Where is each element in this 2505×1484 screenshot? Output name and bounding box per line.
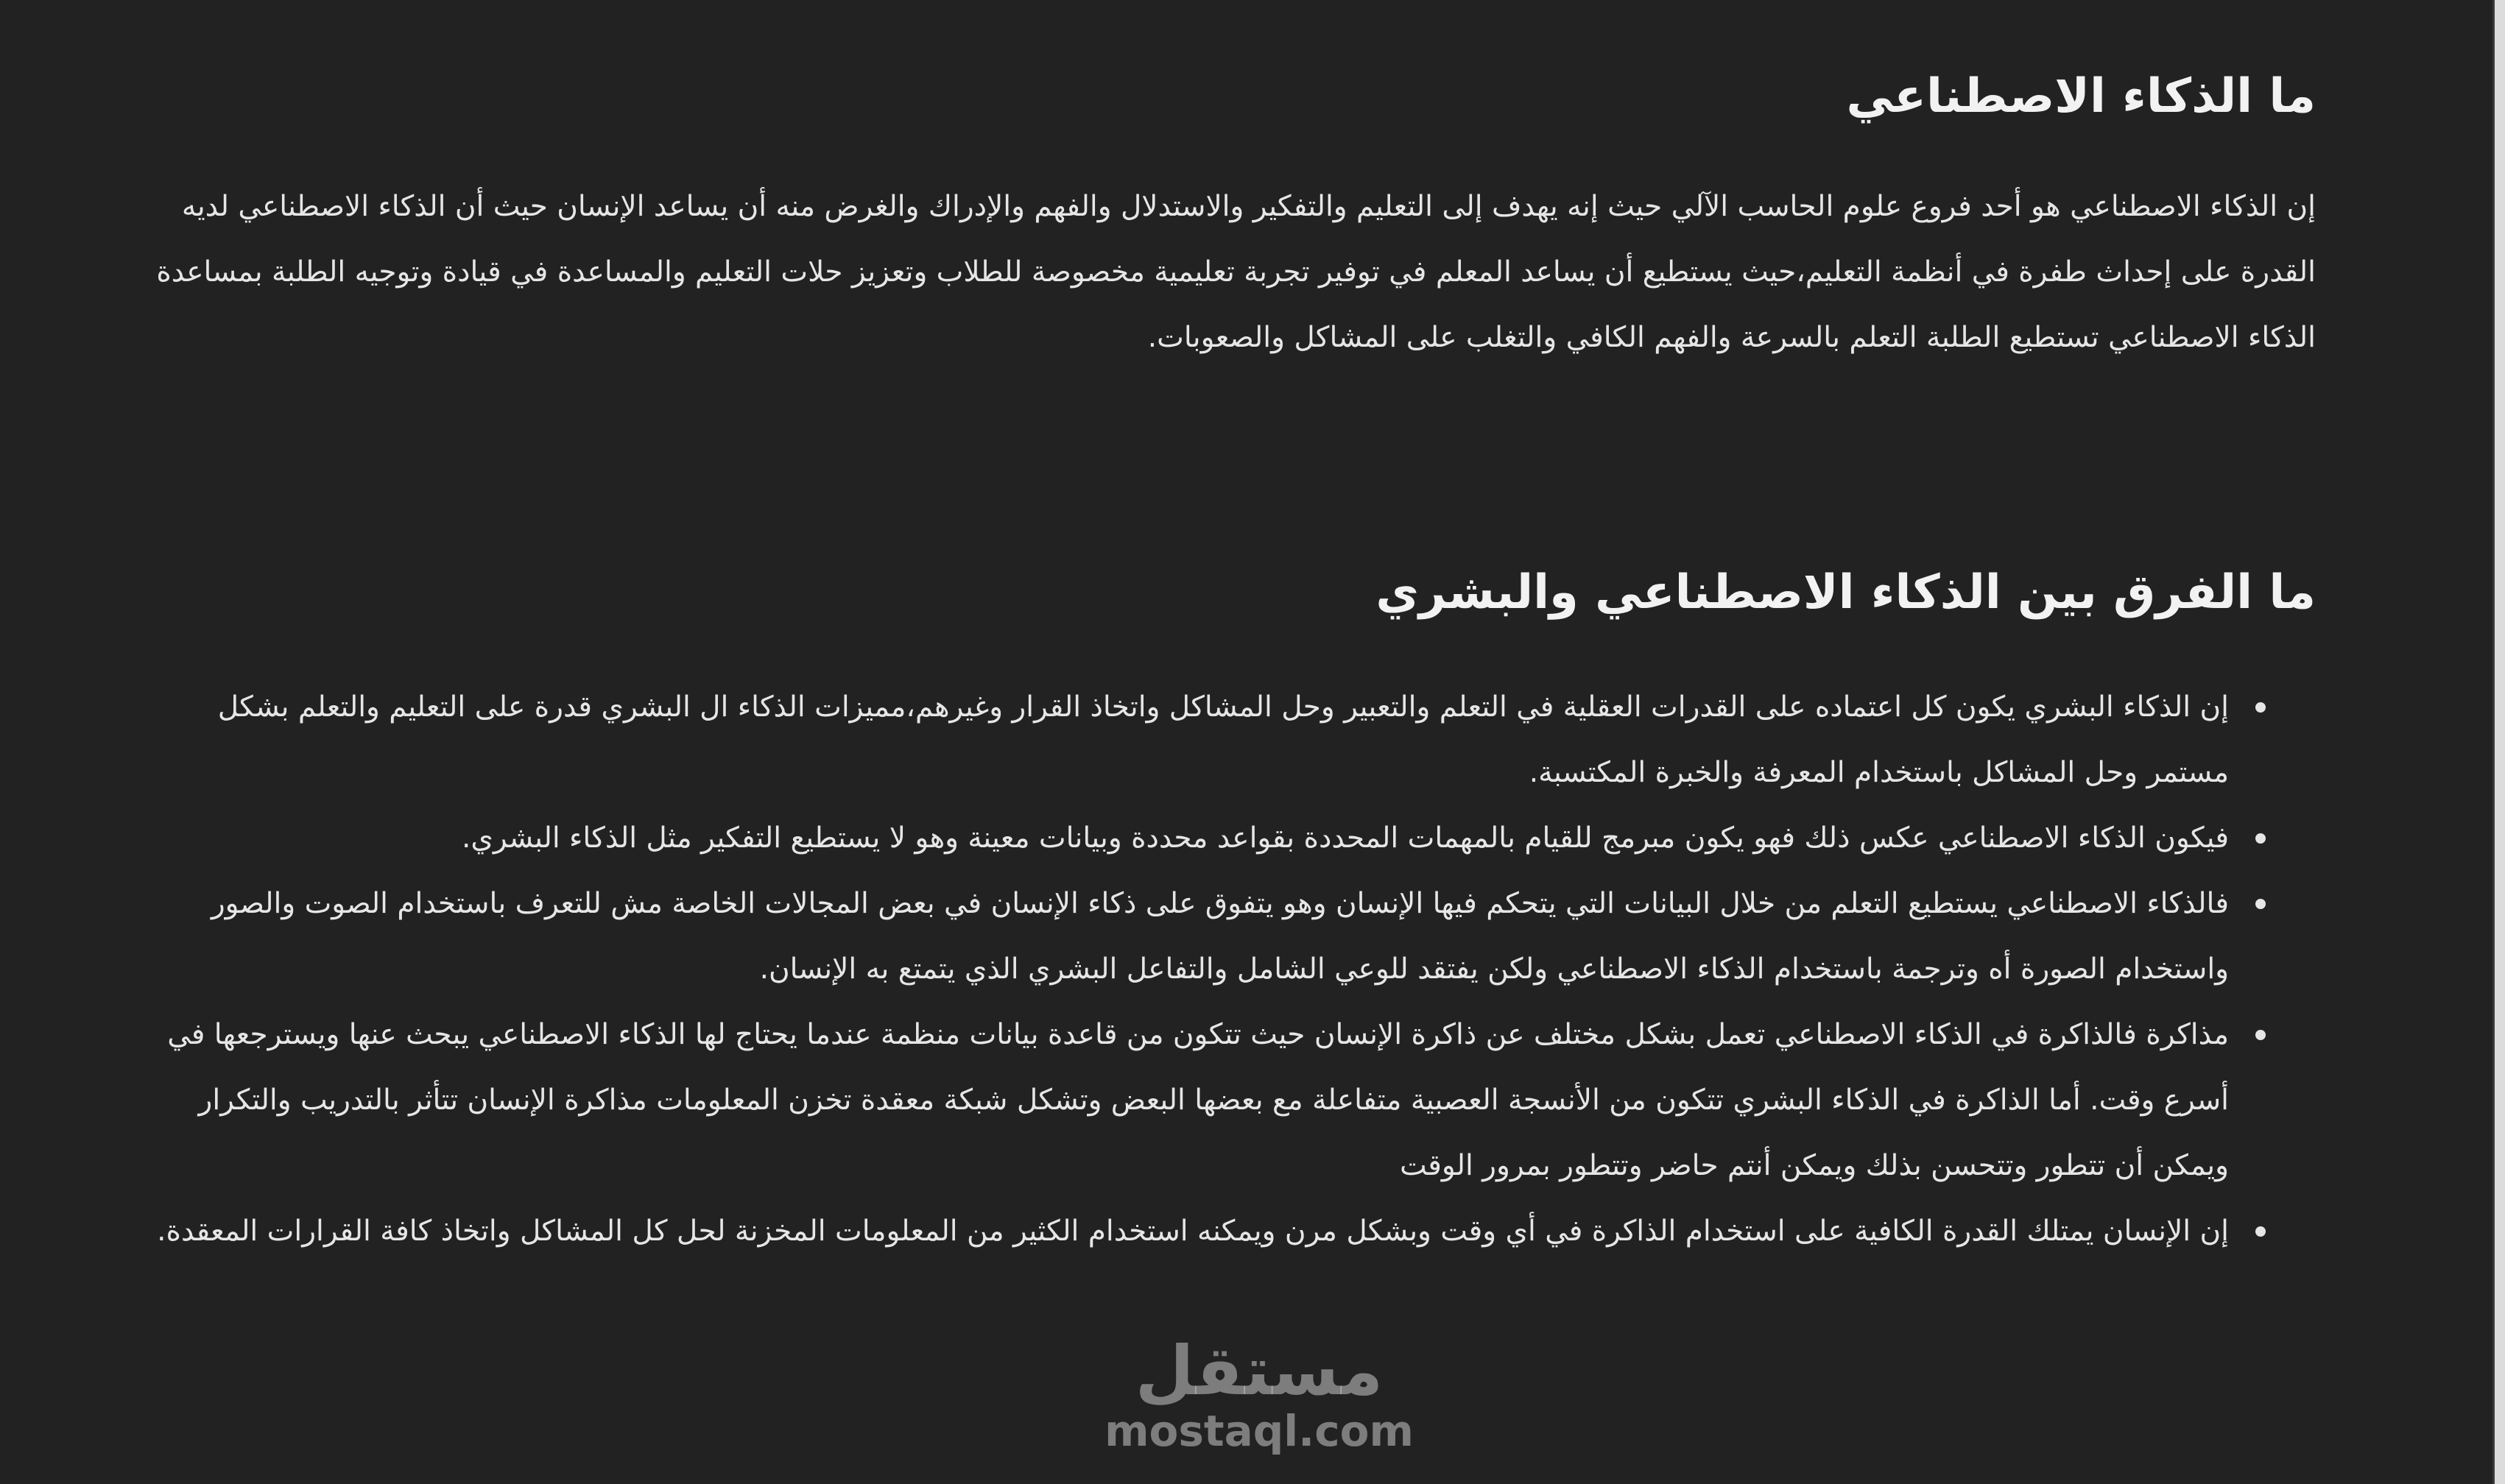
list-item <box>155 1002 2229 1198</box>
section-paragraph-what-is-ai: إن الذكاء الاصطناعي هو أحد فروع علوم الحاسب الآلي حيث إنه يهدف إلى التعليم والتفكير والاستدلال والفهم والإدراك والغرض منه أن يساعد الإنسان حيث أن الذكاء الاصطناعي لديه القدرة على إحداث طفرة في أنظمة التعليم،حيث يستطيع أن يساعد المعلم في توفير تجربة تعليمية مخصوصة للطلاب وتعزيز حلات التعليم والمساعدة في قيادة وتوجيه الطلبة بمساعدة الذكاء الاصطناعي تستطيع الطلبة التعلم بالسرعة والفهم الكافي والتغلب على المشاكل والصعوبات. <box>156 190 2316 354</box>
list-item-text: فالذكاء الاصطناعي يستطيع التعلم من خلال البيانات التي يتحكم فيها الإنسان وهو يتفوق على ذكاء الإنسان في بعض المجالات الخاصة مش للتعرف باستخدام الصوت والصور واستخدام الصورة أه وترجمة باستخدام الذكاء الاصطناعي ولكن يفتقد للوعي الشامل والتفاعل البشري الذي يتمتع به الإنسان. <box>211 887 2229 986</box>
bullet-icon <box>2255 899 2266 909</box>
list-item-text: إن الذكاء البشري يكون كل اعتماده على القدرات العقلية في التعلم والتعبير وحل المشاكل واتخاذ القرار وغيرهم،مميزات الذكاء ال البشري قدرة على التعليم والتعلم بشكل مستمر وحل المشاكل باستخدام المعرفة والخبرة المكتسبة. <box>217 690 2229 789</box>
bullet-icon <box>2255 702 2266 713</box>
watermark-logo: مستقل <box>1135 1332 1384 1410</box>
watermark <box>1104 1332 1414 1456</box>
list-item <box>155 674 2229 805</box>
watermark-url: mostaql.com <box>1104 1406 1414 1456</box>
section-heading-ai-vs-human: ما الفرق بين الذكاء الاصطناعي والبشري <box>1375 565 2316 620</box>
bullet-icon <box>2255 1030 2266 1040</box>
section-heading-what-is-ai: ما الذكاء الاصطناعي <box>1846 69 2316 124</box>
list-item-text: فيكون الذكاء الاصطناعي عكس ذلك فهو يكون مبرمج للقيام بالمهمات المحددة بقواعد محددة وبيانات معينة وهو لا يستطيع التفكير مثل الذكاء البشري. <box>461 822 2229 855</box>
list-item <box>155 1198 2229 1264</box>
differences-bullet-list <box>155 674 2316 1264</box>
list-item <box>155 805 2229 871</box>
bullet-icon <box>2255 833 2266 844</box>
list-item <box>155 871 2229 1002</box>
scrollbar-track[interactable] <box>2495 0 2505 1484</box>
bullet-icon <box>2255 1226 2266 1237</box>
list-item-text: إن الإنسان يمتلك القدرة الكافية على استخدام الذاكرة في أي وقت وبشكل مرن ويمكنه استخدام الكثير من المعلومات المخزنة لحل كل المشاكل واتخاذ كافة القرارات المعقدة. <box>157 1215 2229 1248</box>
list-item-text: مذاكرة فالذاكرة في الذكاء الاصطناعي تعمل بشكل مختلف عن ذاكرة الإنسان حيث تتكون من قاعدة بيانات منظمة عندما يحتاج لها الذكاء الاصطناعي يبحث عنها ويسترجعها في أسرع وقت. أما الذاكرة في الذكاء البشري تتكون من الأنسجة العصبية متفاعلة مع بعضها البعض وتشكل شبكة معقدة تخزن المعلومات مذاكرة الإنسان تتأثر بالتدريب والتكرار ويمكن أن تتطور وتتحسن بذلك ويمكن أنتم حاضر وتتطور بمرور الوقت <box>167 1018 2229 1182</box>
